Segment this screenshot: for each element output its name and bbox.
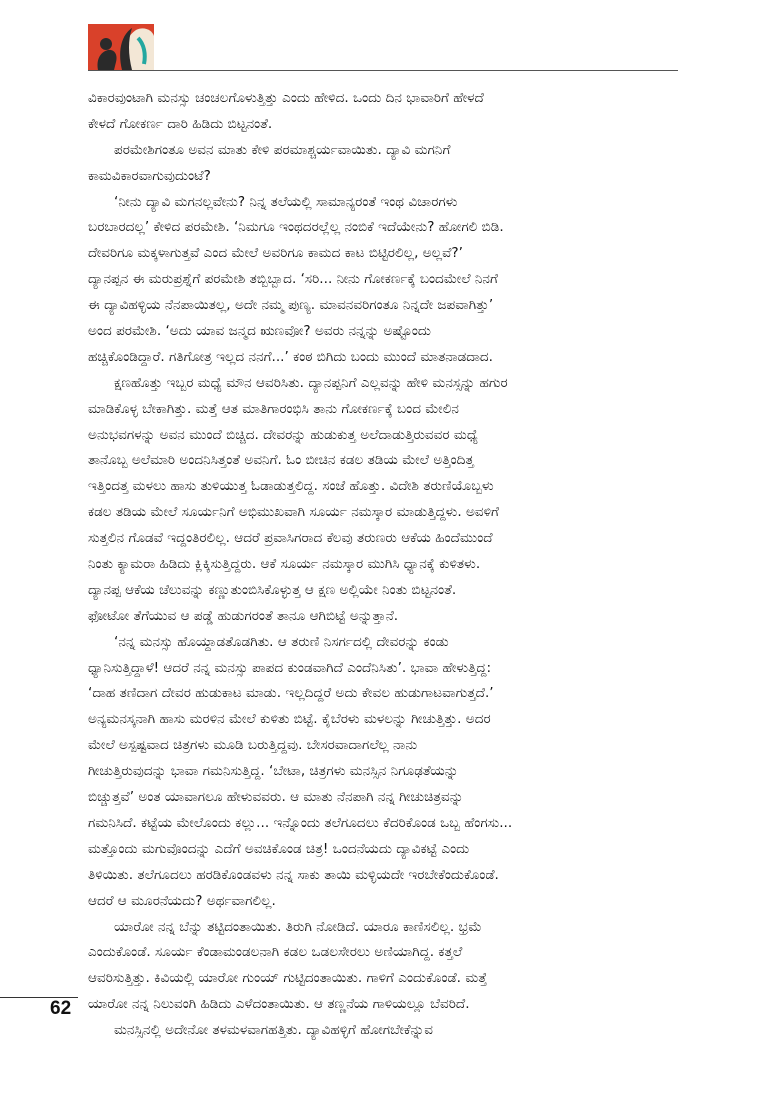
text-line: ಫೋಟೋ ತೆಗೆಯುವ ಆ ಪಡ್ಡೆ ಹುಡುಗರಂತೆ ತಾನೂ ಆಗಿಬಿಟ್ಟೆ ಅನ್ನುತ್ತಾನೆ. — [88, 607, 399, 624]
text-line: ತಿಳಿಯಿತು. ತಲೆಗೂದಲು ಹರಡಿಕೊಂಡವಳು ನನ್ನ ಸಾಕು ತಾಯಿ ಮಳ್ಳಿಯದೇ ಇರಬೇಕೆಂದುಕೊಂಡೆ. — [88, 866, 499, 883]
reading-woman-logo-icon — [88, 24, 154, 70]
text-line: ವಿಕಾರವುಂಟಾಗಿ ಮನಸ್ಸು ಚಂಚಲಗೊಳುತ್ತಿತ್ತು ಎಂದು ಹೇಳಿದ. ಒಂದು ದಿನ ಭಾವಾರಿಗೆ ಹೇಳದೆ — [88, 90, 484, 106]
text-line: ಬರಬಾರದಲ್ಲ’ ಕೇಳಿದ ಪರಮೇಶಿ. ‘ನಿಮಗೂ ಇಂಥದರಲ್ಲೆಲ್ಲ ನಂಬಿಕೆ ಇದೆಯೇನು? ಹೋಗಲಿ ಬಿಡಿ. — [88, 219, 504, 236]
text-line: ಮತ್ತೊಂದು ಮಗುವೊಂದನ್ನು ಎದೆಗೆ ಅವಚಿಕೊಂಡ ಚಿತ್ರ! ಒಂದನೆಯದು ದ್ಯಾವಿಕಟ್ಟೆ ಎಂದು — [88, 840, 470, 857]
text-line: ಈ ದ್ಯಾವಿಹಳ್ಳಿಯ ನೆನಪಾಯಿತಲ್ಲ, ಅದೇ ನಮ್ಮ ಪುಣ್ಯ. ಮಾವನವರಿಗಂತೂ ನಿನ್ನದೇ ಜಪವಾಗಿತ್ತು’ — [88, 297, 494, 314]
body-text — [88, 86, 682, 1044]
header-rule — [88, 70, 678, 71]
text-line: ಆವರಿಸುತ್ತಿತ್ತು. ಕಿವಿಯಲ್ಲಿ ಯಾರೋ ಗುಂಯ್ ಗುಟ್ಟಿದಂತಾಯಿತು. ಗಾಳಿಗೆ ಎಂದುಕೊಂಡೆ. ಮತ್ತೆ — [88, 970, 488, 987]
text-line: ಎಂದುಕೊಂಡೆ. ಸೂರ್ಯ ಕೆಂಡಾಮಂಡಲನಾಗಿ ಕಡಲ ಒಡಲಸೇರಲು ಅಣಿಯಾಗಿದ್ದ. ಕತ್ತಲೆ — [88, 944, 463, 961]
text-line: ಧ್ಯಾನಿಸುತ್ತಿದ್ದಾಳೆ! ಆದರೆ ನನ್ನ ಮನಸ್ಸು ಪಾಪದ ಕುಂಡವಾಗಿದೆ ಎಂದೆನಿಸಿತು’. ಭಾವಾ ಹೇಳುತ್ತಿದ್ದ: — [88, 659, 492, 676]
text-line: ಪರಮೇಶಿಗಂತೂ ಅವನ ಮಾತು ಕೇಳಿ ಪರಮಾಶ್ಚರ್ಯವಾಯಿತು. ದ್ಯಾವಿ ಮಗನಿಗೆ — [114, 141, 451, 158]
text-line: ಕ್ಷಣಹೊತ್ತು ಇಬ್ಬರ ಮಧ್ಯೆ ಮೌನ ಆವರಿಸಿತು. ದ್ಯಾನಪ್ಪನಿಗೆ ಎಲ್ಲವನ್ನು ಹೇಳಿ ಮನಸ್ಸನ್ನು ಹಗುರ — [114, 374, 508, 391]
text-line: ಯಾರೋ ನನ್ನ ಬೆನ್ನು ತಟ್ಟಿದಂತಾಯಿತು. ತಿರುಗಿ ನೋಡಿದೆ. ಯಾರೂ ಕಾಣಿಸಲಿಲ್ಲ. ಭ್ರಮೆ — [114, 918, 482, 935]
text-line: ಗೀಚುತ್ತಿರುವುದನ್ನು ಭಾವಾ ಗಮನಿಸುತ್ತಿದ್ದ. ‘ಬೇಟಾ, ಚಿತ್ರಗಳು ಮನಸ್ಸಿನ ನಿಗೂಢತೆಯನ್ನು — [88, 763, 459, 780]
page-number: 62 — [50, 998, 72, 1019]
text-line: ಮಾಡಿಕೊಳ್ಳ ಬೇಕಾಗಿತ್ತು. ಮತ್ತೆ ಆತ ಮಾತಿಗಾರಂಭಿಸಿ ತಾನು ಗೋಕರ್ಣಕ್ಕೆ ಬಂದ ಮೇಲಿನ — [88, 400, 459, 417]
text-line: ಅಂದ ಪರಮೇಶಿ. ‘ಅದು ಯಾವ ಜನ್ಮದ ಋಣವೋ? ಅವರು ನನ್ನನ್ನು ಅಷ್ಟೊಂದು — [88, 323, 432, 340]
text-line: ನಿಂತು ಕ್ಯಾಮರಾ ಹಿಡಿದು ಕ್ಲಿಕ್ಕಿಸುತ್ತಿದ್ದರು. ಆಕೆ ಸೂರ್ಯ ನಮಸ್ಕಾರ ಮುಗಿಸಿ ಧ್ಯಾನಕ್ಕೆ ಕುಳಿತಳು. — [88, 556, 481, 573]
text-line: ಹಚ್ಚಿಕೊಂಡಿದ್ದಾರೆ. ಗತಿಗೋತ್ರ ಇಲ್ಲದ ನನಗೆ...’ ಕಂಠ ಬಿಗಿದು ಬಂದು ಮುಂದೆ ಮಾತನಾಡದಾದ. — [88, 348, 493, 365]
text-line: ‘ನನ್ನ ಮನಸ್ಸು ಹೊಯ್ದಾಡತೊಡಗಿತು. ಆ ತರುಣಿ ನಿಸರ್ಗದಲ್ಲಿ ದೇವರನ್ನು ಕಂಡು — [114, 633, 449, 650]
text-line: ಅನುಭವಗಳನ್ನು ಅವನ ಮುಂದೆ ಬಿಚ್ಚಿದ. ದೇವರನ್ನು ಹುಡುಕುತ್ತ ಅಲೆದಾಡುತ್ತಿರುವವರ ಮಧ್ಯೆ — [88, 426, 479, 443]
text-line: ಕಾಮವಿಕಾರವಾಗುವುದುಂಟೆ? — [88, 167, 211, 184]
text-line: ಬಿಚ್ಚುತ್ತವೆ’ ಅಂತ ಯಾವಾಗಲೂ ಹೇಳುವವರು. ಆ ಮಾತು ನೆನಪಾಗಿ ನನ್ನ ಗೀಚುಚಿತ್ರವನ್ನು — [88, 789, 464, 806]
text-line: ಕೇಳದೆ ಗೋಕರ್ಣ ದಾರಿ ಹಿಡಿದು ಬಿಟ್ಟನಂತೆ. — [88, 115, 273, 132]
text-line: ಸುತ್ತಲಿನ ಗೊಡವೆ ಇದ್ದಂತಿರಲಿಲ್ಲ. ಆದರೆ ಪ್ರವಾಸಿಗರಾದ ಕೆಲವು ತರುಣರು ಆಕೆಯ ಹಿಂದೆಮುಂದೆ — [88, 530, 493, 547]
text-line: ‘ನೀನು ದ್ಯಾವಿ ಮಗನಲ್ಲವೇನು? ನಿನ್ನ ತಲೆಯಲ್ಲಿ ಸಾಮಾನ್ಯರಂತೆ ಇಂಥ ವಿಚಾರಗಳು — [114, 193, 458, 210]
text-line: ‘ದಾಹ ತಣಿದಾಗ ದೇವರ ಹುಡುಕಾಟ ಮಾಡು. ಇಲ್ಲದಿದ್ದರೆ ಅದು ಕೇವಲ ಹುಡುಗಾಟವಾಗುತ್ತದೆ.’ — [88, 685, 494, 702]
text-line: ಮೇಲೆ ಅಸ್ಪಷ್ಟವಾದ ಚಿತ್ರಗಳು ಮೂಡಿ ಬರುತ್ತಿದ್ದವು. ಬೇಸರವಾದಾಗಲೆಲ್ಲ ನಾನು — [88, 737, 418, 754]
text-line: ಮನಸ್ಸಿನಲ್ಲಿ ಅದೇನೋ ತಳಮಳವಾಗಹತ್ತಿತು. ದ್ಯಾವಿಹಳ್ಳಿಗೆ ಹೋಗಬೇಕೆನ್ನುವ — [114, 1022, 433, 1039]
text-line: ಗಮನಿಸಿದೆ. ಕಟ್ಟೆಯ ಮೇಲೊಂದು ಕಲ್ಲು... ಇನ್ನೊಂದು ತಲೆಗೂದಲು ಕೆದರಿಕೊಂಡ ಒಬ್ಬ ಹೆಂಗಸು... — [88, 814, 513, 831]
text-line: ಆದರೆ ಆ ಮೂರನೆಯದು? ಅರ್ಥವಾಗಲಿಲ್ಲ. — [88, 892, 276, 909]
text-line: ದ್ಯಾನಪ್ಪ ಆಕೆಯ ಚೆಲುವನ್ನು ಕಣ್ಣುತುಂಬಿಸಿಕೊಳ್ಳುತ್ತ ಆ ಕ್ಷಣ ಅಲ್ಲಿಯೇ ನಿಂತು ಬಿಟ್ಟನಂತೆ. — [88, 581, 457, 598]
text-line: ತಾನೊಬ್ಬ ಅಲೆಮಾರಿ ಅಂದನಿಸಿತ್ತಂತೆ ಅವನಿಗೆ. ಓಂ ಬೀಚಿನ ಕಡಲ ತಡಿಯ ಮೇಲೆ ಅತ್ತಿಂದಿತ್ತ — [88, 452, 474, 469]
text-line: ಅನ್ಯಮನಸ್ಕನಾಗಿ ಹಾಸು ಮರಳಿನ ಮೇಲೆ ಕುಳಿತು ಬಿಟ್ಟೆ. ಕೈಬೆರಳು ಮಳಲನ್ನು ಗೀಚುತ್ತಿತ್ತು. ಅದರ — [88, 711, 491, 728]
text-line: ದ್ಯಾನಪ್ಪನ ಈ ಮರುಪ್ರಶ್ನೆಗೆ ಪರಮೇಶಿ ತಬ್ಬಿಬ್ಬಾದ. ‘ಸರಿ... ನೀನು ಗೋಕರ್ಣಕ್ಕೆ ಬಂದಮೇಲೆ ನಿನಗೆ — [88, 271, 498, 288]
text-line: ದೇವರಿಗೂ ಮಕ್ಕಳಾಗುತ್ತವೆ ಎಂದ ಮೇಲೆ ಅವರಿಗೂ ಕಾಮದ ಕಾಟ ಬಿಟ್ಟಿರಲಿಲ್ಲ, ಅಲ್ಲವೆ?’ — [88, 245, 463, 262]
text-line: ಕಡಲ ತಡಿಯ ಮೇಲೆ ಸೂರ್ಯನಿಗೆ ಅಭಿಮುಖವಾಗಿ ಸೂರ್ಯ ನಮಸ್ಕಾರ ಮಾಡುತ್ತಿದ್ದಳು. ಅವಳಿಗೆ — [88, 504, 499, 521]
text-line: ಯಾರೋ ನನ್ನ ನಿಲುವಂಗಿ ಹಿಡಿದು ಎಳೆದಂತಾಯಿತು. ಆ ತಣ್ಣನೆಯ ಗಾಳಿಯಲ್ಲೂ ಬೆವರಿದೆ. — [88, 996, 470, 1013]
text-line: ಇತ್ತಿಂದತ್ತ ಮಳಲು ಹಾಸು ತುಳಿಯುತ್ತ ಓಡಾಡುತ್ತಲಿದ್ದ. ಸಂಜೆ ಹೊತ್ತು. ವಿದೇಶಿ ತರುಣಿಯೊಬ್ಬಳು — [88, 478, 494, 495]
